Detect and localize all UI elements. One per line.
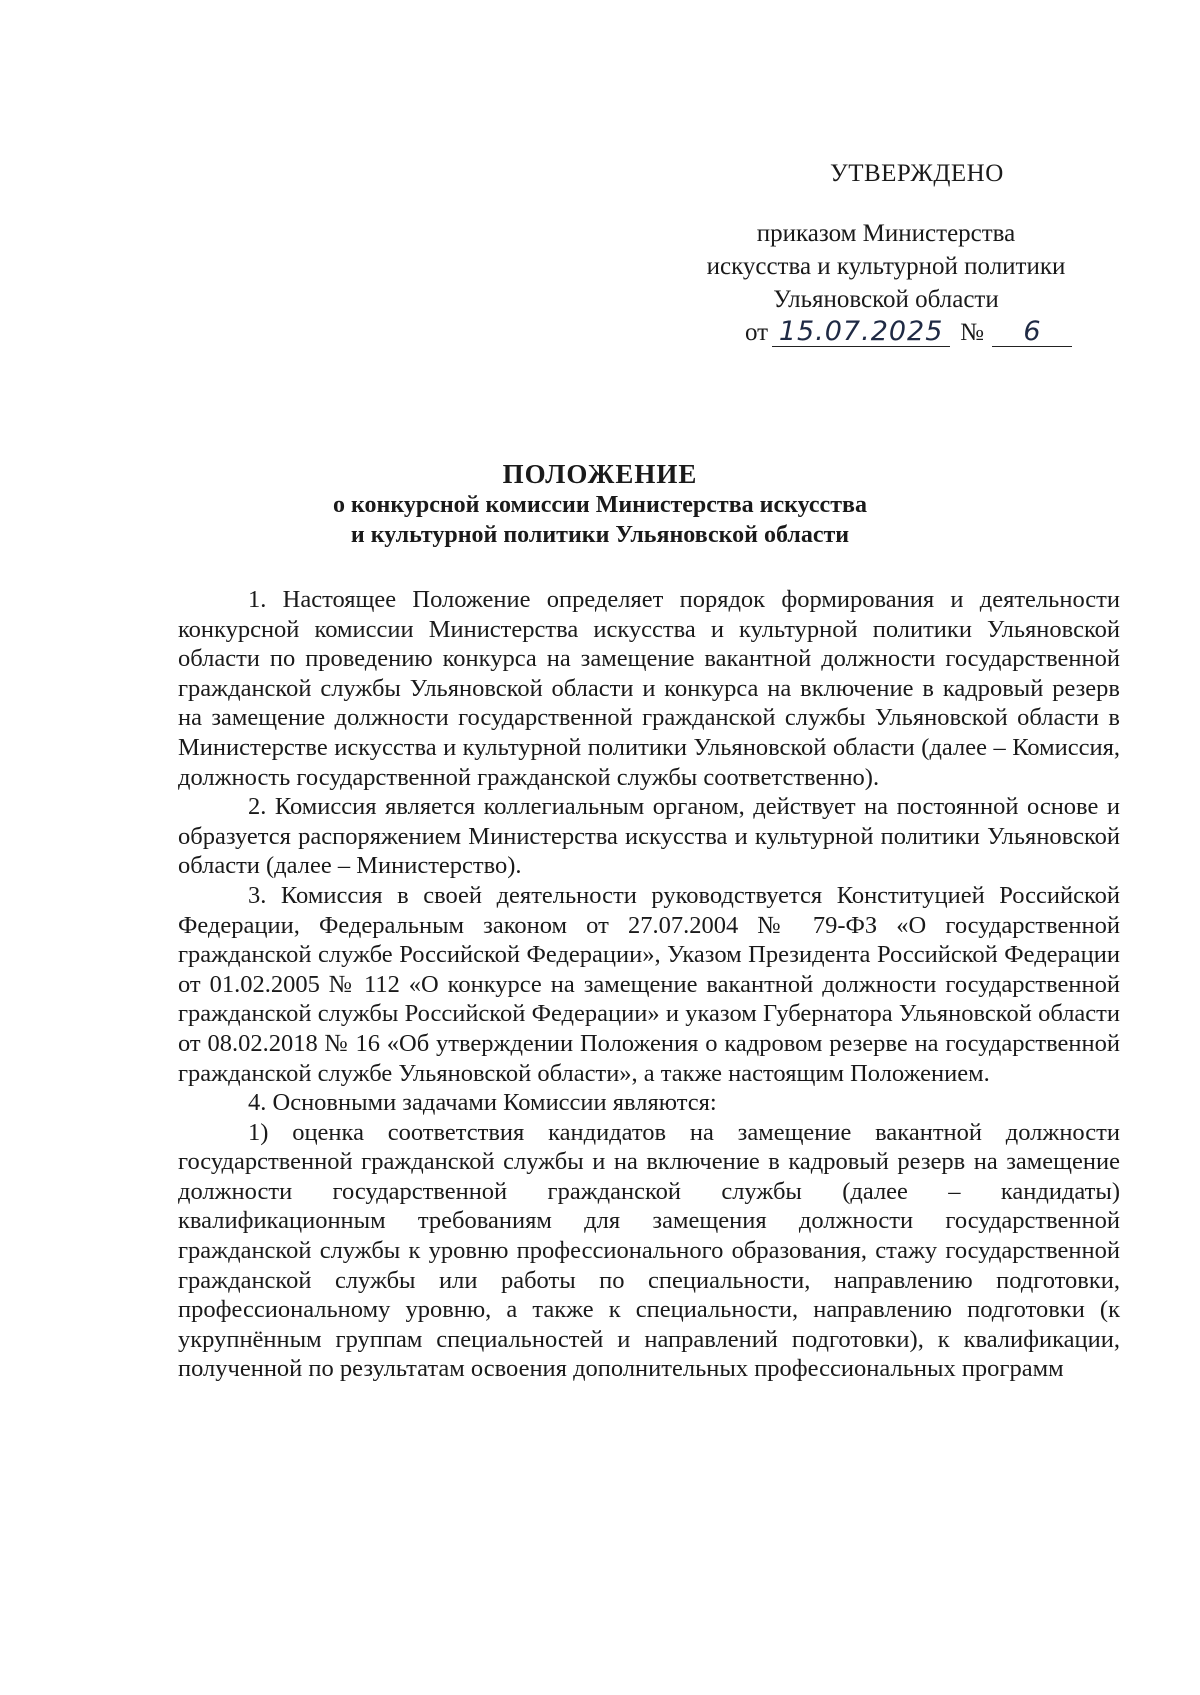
document-body bbox=[178, 585, 1120, 1384]
approved-heading: УТВЕРЖДЕНО bbox=[830, 160, 1004, 187]
document-subtitle-line-2: и культурной политики Ульяновской области bbox=[350, 522, 850, 548]
number-sign: № bbox=[960, 319, 984, 346]
paragraph-2: 2. Комиссия является коллегиальным органом, действует на постоянной основе и образуется распоряжением Министерства искусства и культурной политики Ульяновской области (далее – Министерство). bbox=[178, 793, 1120, 880]
approval-region-line: Ульяновской области bbox=[773, 286, 999, 313]
paragraph-3: 3. Комиссия в своей деятельности руководствуется Конституцией Российской Федерации, Федеральным законом от 27.07.2004 № 79-ФЗ «О государственной гражданской службе Российской Федерации», Указом Президента Российской Федерации от 01.02.2005 № 112 «О конкурсе на замещение вакантной должности государственной гражданской службы Российской Федерации» и указом Губернатора Ульяновской области от 08.02.2018 № 16 «Об утверждении Положения о кадровом резерве на государственной гражданской службе Ульяновской области», а также настоящим Положением. bbox=[178, 881, 1120, 1087]
handwritten-date: 15.07.2025 bbox=[772, 318, 950, 347]
document-subtitle-line-1: о конкурсной комиссии Министерства искусства bbox=[333, 492, 867, 518]
approval-date-number-line bbox=[745, 317, 1072, 349]
paragraph-4: 4. Основными задачами Комиссии являются: bbox=[248, 1089, 717, 1117]
date-prefix: от bbox=[745, 319, 769, 346]
paragraph-4-item-1: 1) оценка соответствия кандидатов на замещение вакантной должности государственной гражданской службы и на включение в кадровый резерв на замещение должности государственной гражданской службы (далее – кандидаты) квалификационным требованиям для замещения должности государственной гражданской службы к уровню профессионального образования, стажу государственной гражданской службы или работы по специальности, направлению подготовки, профессиональному уровню, а также к специальности, направлению подготовки (к укрупнённым группам специальностей и направлений подготовки), к квалификации, полученной по результатам освоения дополнительных профессиональных программ bbox=[178, 1118, 1120, 1383]
approval-ministry-line: искусства и культурной политики bbox=[706, 253, 1066, 280]
handwritten-number: 6 bbox=[992, 318, 1072, 347]
document-title-block bbox=[150, 458, 1050, 550]
document-title: ПОЛОЖЕНИЕ bbox=[502, 459, 698, 489]
paragraph-1: 1. Настоящее Положение определяет порядок формирования и деятельности конкурсной комиссии Министерства искусства и культурной политики Ульяновской области по проведению конкурса на замещение вакантной должности государственной гражданской службы Ульяновской области и конкурса на включение в кадровый резерв на замещение должности государственной гражданской службы Ульяновской области в Министерстве искусства и культурной политики Ульяновской области (далее – Комиссия, должность государственной гражданской службы соответственно). bbox=[178, 586, 1120, 791]
approval-order-line: приказом Министерства bbox=[756, 220, 1016, 247]
